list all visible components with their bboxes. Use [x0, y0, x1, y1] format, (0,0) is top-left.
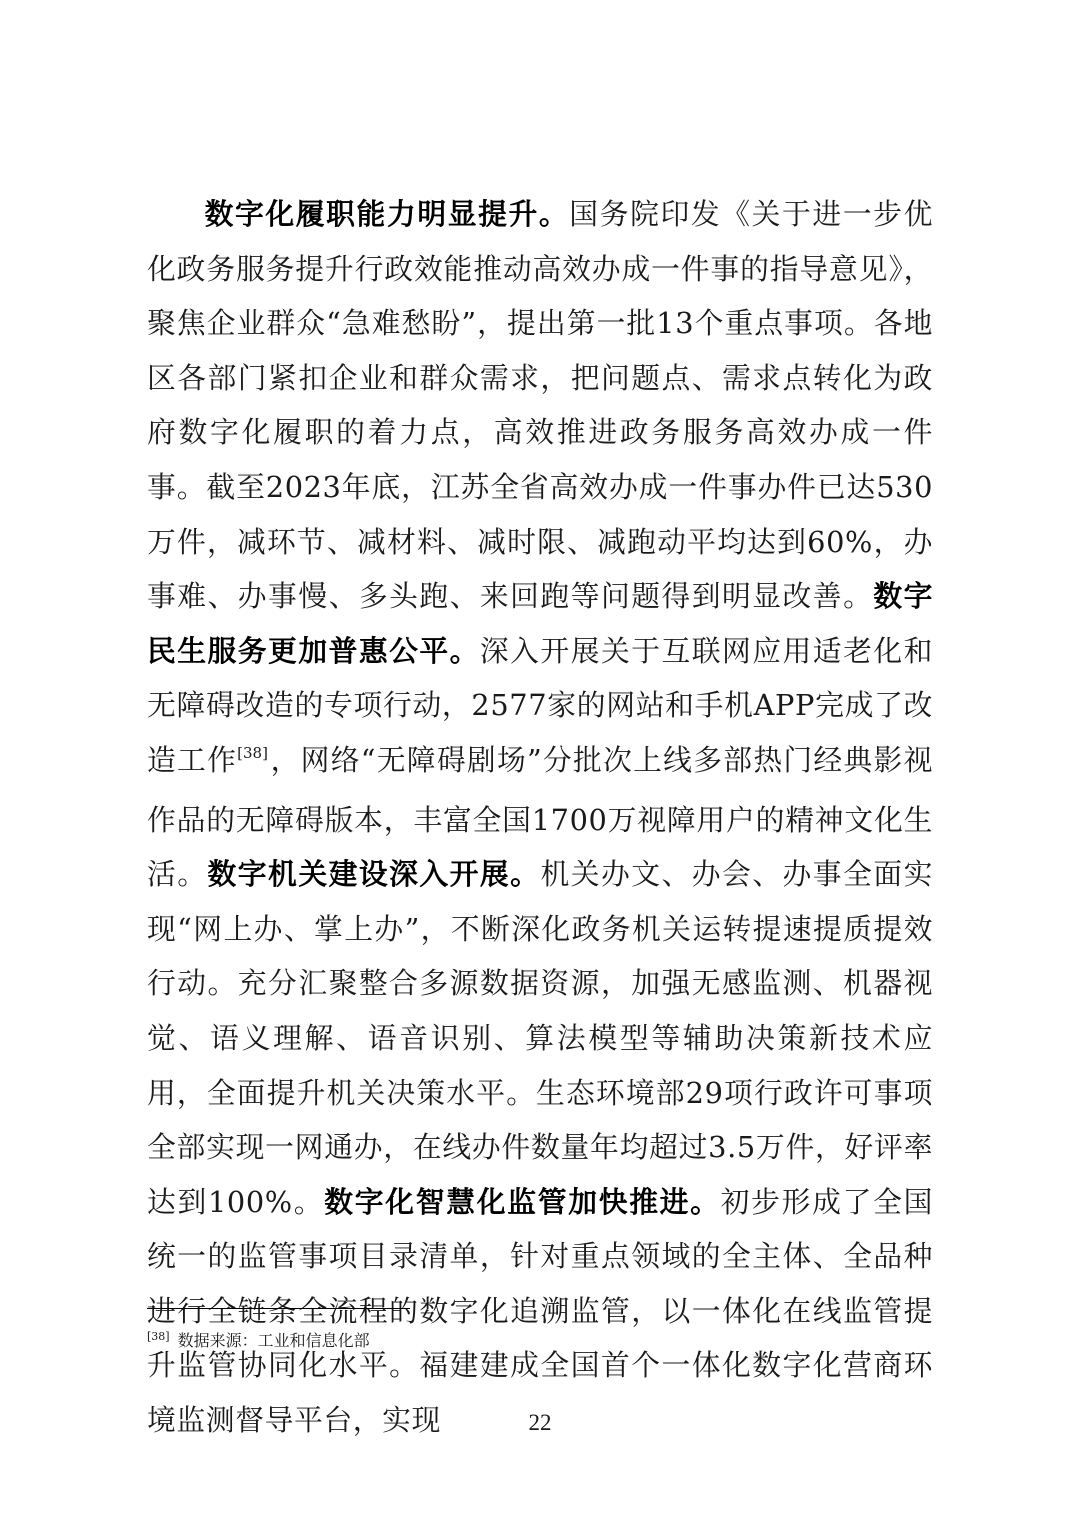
body-paragraph — [147, 187, 933, 1448]
bold-heading-phrase: 数字化智慧化监管加快推进。 — [324, 1184, 721, 1219]
body-text-run: 深入开展关于互联网应用适老化和无障碍改造的专项行动，2577家的网站和手机APP完成了改造工作 — [147, 633, 933, 777]
bold-heading-phrase: 数字民生服务更加普惠公平。 — [147, 579, 934, 668]
bold-heading-phrase: 数字化履职能力明显提升。 — [204, 197, 570, 231]
body-text-run: ，网络“无障碍剧场”分批次上线多部热门经典影视作品的无障碍版本，丰富全国1700万视障用户的精神文化生活。 — [147, 742, 933, 892]
footnote-divider — [147, 1308, 410, 1309]
footnote — [147, 1328, 370, 1356]
footnote-text: 数据来源：工业和信息化部 — [177, 1331, 370, 1350]
footnote-reference: [38] — [237, 743, 268, 762]
footnote-marker: [38] — [147, 1330, 170, 1343]
body-text-run: 初步形成了全国统一的监管事项目录清单，针对重点领域的全主体、全品种进行全链条全流程的数字化追溯监管，以一体化在线监管提升监管协同化水平。福建建成全国首个一体化数字化营商环境监测督导平台，实现 — [147, 1184, 934, 1438]
bold-heading-phrase: 数字机关建设深入开展。 — [207, 857, 541, 892]
page-number: 22 — [528, 1410, 552, 1435]
body-text-run: 国务院印发《关于进一步优化政务服务提升行政效能推动高效办成一件事的指导意见》，聚焦企业群众“急难愁盼”，提出第一批13个重点事项。各地区各部门紧扣企业和群众需求，把问题点、需求点转化为政府数字化履职的着力点，高效推进政务服务高效办成一件事。截至2023年底，江苏全省高效办成一件事办件已达530万件，减环节、减材料、减时限、减跑动平均达到60%，办事难、办事慢、多头跑、来回跑等问题得到明显改善。 — [147, 197, 933, 614]
body-text-run: 机关办文、办会、办事全面实现“网上办、掌上办”，不断深化政务机关运转提速提质提效行动。充分汇聚整合多源数据资源，加强无感监测、机器视觉、语义理解、语音识别、算法模型等辅助决策新技术应用，全面提升机关决策水平。生态环境部29项行政许可事项全部实现一网通办，在线办件数量年均超过3.5万件，好评率达到100%。 — [147, 857, 933, 1219]
